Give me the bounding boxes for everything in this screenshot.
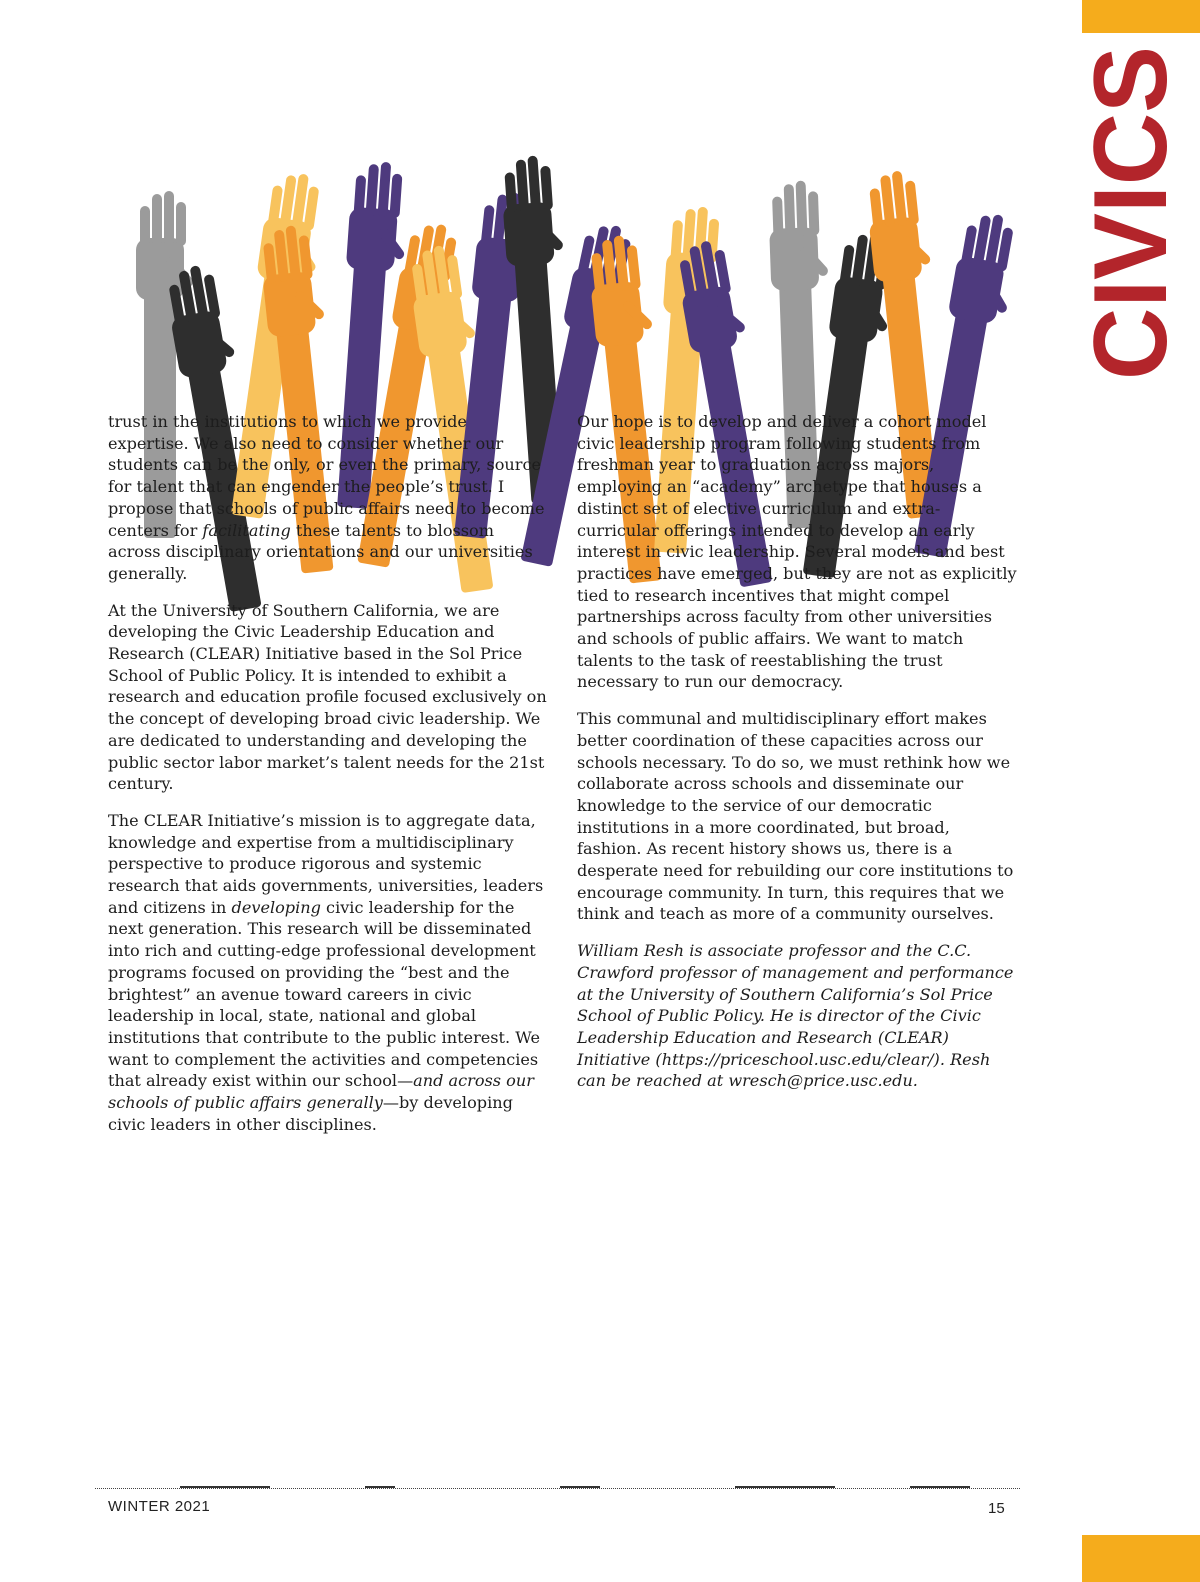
right-column <box>577 411 1017 1107</box>
section-title <box>1073 33 1189 384</box>
left-column <box>108 411 548 1151</box>
footer-rule-dash <box>180 1486 270 1488</box>
section-title-text: CIVICS <box>1073 33 1189 380</box>
author-bio: William Resh is associate professor and the C.C. Crawford professor of management and performance at the University of Southern California’s Sol Price School of Public Policy. He is director of the Civic Leadership Education and Research (CLEAR) Initiative (https://priceschool.usc.edu/clear/). Resh can be reached at wresch@price.usc.edu. <box>577 941 1014 1091</box>
footer-rule-dash <box>910 1486 970 1488</box>
paragraph: trust in the institutions to which we provide expertise. We also need to consider whether our students can be the only, or even the primary, source for talent that can engender the people’s trust. I propose that schools of public affairs need to become centers for facilitating these talents to blossom across disciplinary orientations and our universities generally. <box>108 412 545 583</box>
footer-rule-dash <box>560 1486 600 1488</box>
paragraph: The CLEAR Initiative’s mission is to aggregate data, knowledge and expertise from a multidisciplinary perspective to produce rigorous and systemic research that aids governments, universities, leaders and citizens in developing civic leadership for the next generation. This research will be disseminated into rich and cutting-edge professional development programs focused on providing the “best and the brightest” an avenue toward careers in civic leadership in local, state, national and global institutions that contribute to the public interest. We want to complement the activities and competencies that already exist within our school—and across our schools of public affairs generally—by developing civic leaders in other disciplines. <box>108 810 544 1134</box>
footer-rule-dash <box>735 1486 835 1488</box>
footer-rule-dash <box>365 1486 395 1488</box>
paragraph: At the University of Southern California, we are developing the Civic Leadership Education and Research (CLEAR) Initiative based in the Sol Price School of Public Policy. It is intended to exhibit a research and education profile focused exclusively on the concept of developing broad civic leadership. We are dedicated to understanding and developing the public sector labor market’s talent needs for the 21st century. <box>108 600 547 794</box>
orange-tab-top <box>1082 0 1200 33</box>
page-number: 15 <box>988 1500 1005 1517</box>
paragraph: Our hope is to develop and deliver a cohort model civic leadership program following students from freshman year to graduation across majors, employing an “academy” archetype that houses a distinct set of elective curriculum and extra-curricular offerings intended to develop an early interest in civic leadership. Several models and best practices have emerged, but they are not as explicitly tied to research incentives that might compel partnerships across faculty from other universities and schools of public affairs. We want to match talents to the task of reestablishing the trust necessary to run our democracy. <box>577 412 1017 692</box>
orange-tab-bottom <box>1082 1535 1200 1582</box>
issue-label: WINTER 2021 <box>108 1498 211 1515</box>
raised-hands-illustration <box>108 143 1012 366</box>
footer-rule <box>95 1488 1020 1489</box>
paragraph: This communal and multidisciplinary effort makes better coordination of these capacities across our schools necessary. To do so, we must rethink how we collaborate across schools and disseminate our knowledge to the service of our democratic institutions in a more coordinated, but broad, fashion. As recent history shows us, there is a desperate need for rebuilding our core institutions to encourage community. In turn, this requires that we think and teach as more of a community ourselves. <box>577 709 1014 924</box>
